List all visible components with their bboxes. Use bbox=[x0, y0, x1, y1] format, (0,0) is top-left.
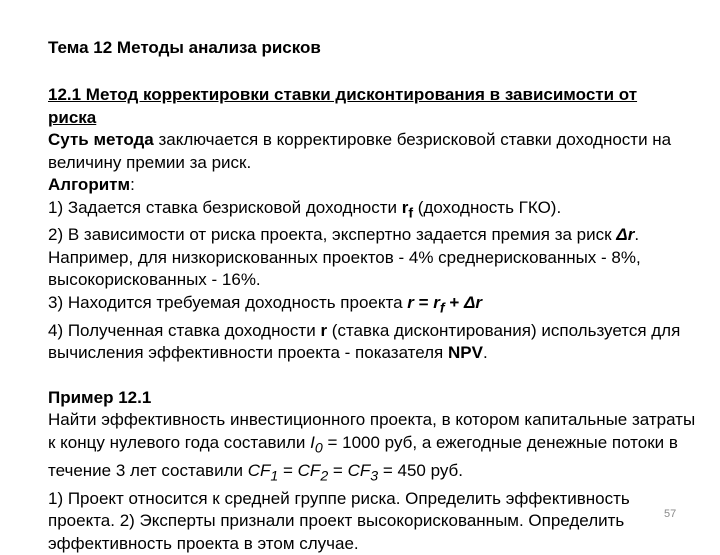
algorithm-step-3: 3) Находится требуемая доходность проекта $r = r_f + \Delta r$ bbox=[48, 292, 483, 317]
premium-example: Например, для низкорискованных проектов - 4% среднерискованных - 8%, высокорискованных - 16%. bbox=[48, 247, 641, 290]
method-essence: Суть метода заключается в корректировке безрисковой ставки доходности на величину премии за риск. bbox=[48, 130, 672, 172]
algorithm-step-1: 1) Задается ставка безрисковой доходности $r_f$ (доходность ГКО). bbox=[48, 197, 562, 221]
algorithm-label: Алгоритм: bbox=[48, 175, 135, 194]
algorithm-step-4: 4) Полученная ставка доходности r (ставка дисконтирования) используется для вычисления эффективности проекта - показателя NPV. bbox=[48, 320, 681, 363]
page-number: 57 bbox=[664, 508, 677, 520]
example-tasks: 1) Проект относится к средней группе риска. Определить эффективность проекта. 2) Эксперты признали проект высокорискованным. Определить эффективность проекта в этом случае. bbox=[48, 488, 630, 553]
slide-title: Тема 12 Методы анализа рисков bbox=[48, 38, 321, 57]
slide-content bbox=[48, 84, 698, 555]
algorithm-step-2: 2) В зависимости от риска проекта, экспертно задается премия за риск Δr. bbox=[48, 225, 640, 245]
example-statement: Найти эффективность инвестиционного проекта, в котором капитальные затраты к концу нулевого года составили $I_0 = 1000$ руб, а ежегодные денежные потоки в течение 3 лет составили $CF_1 = CF_2 = CF_3 = 450$ руб. bbox=[48, 410, 696, 485]
section-heading: 12.1 Метод корректировки ставки дисконтирования в зависимости от риска bbox=[48, 85, 638, 127]
example-heading: Пример 12.1 bbox=[48, 387, 152, 407]
